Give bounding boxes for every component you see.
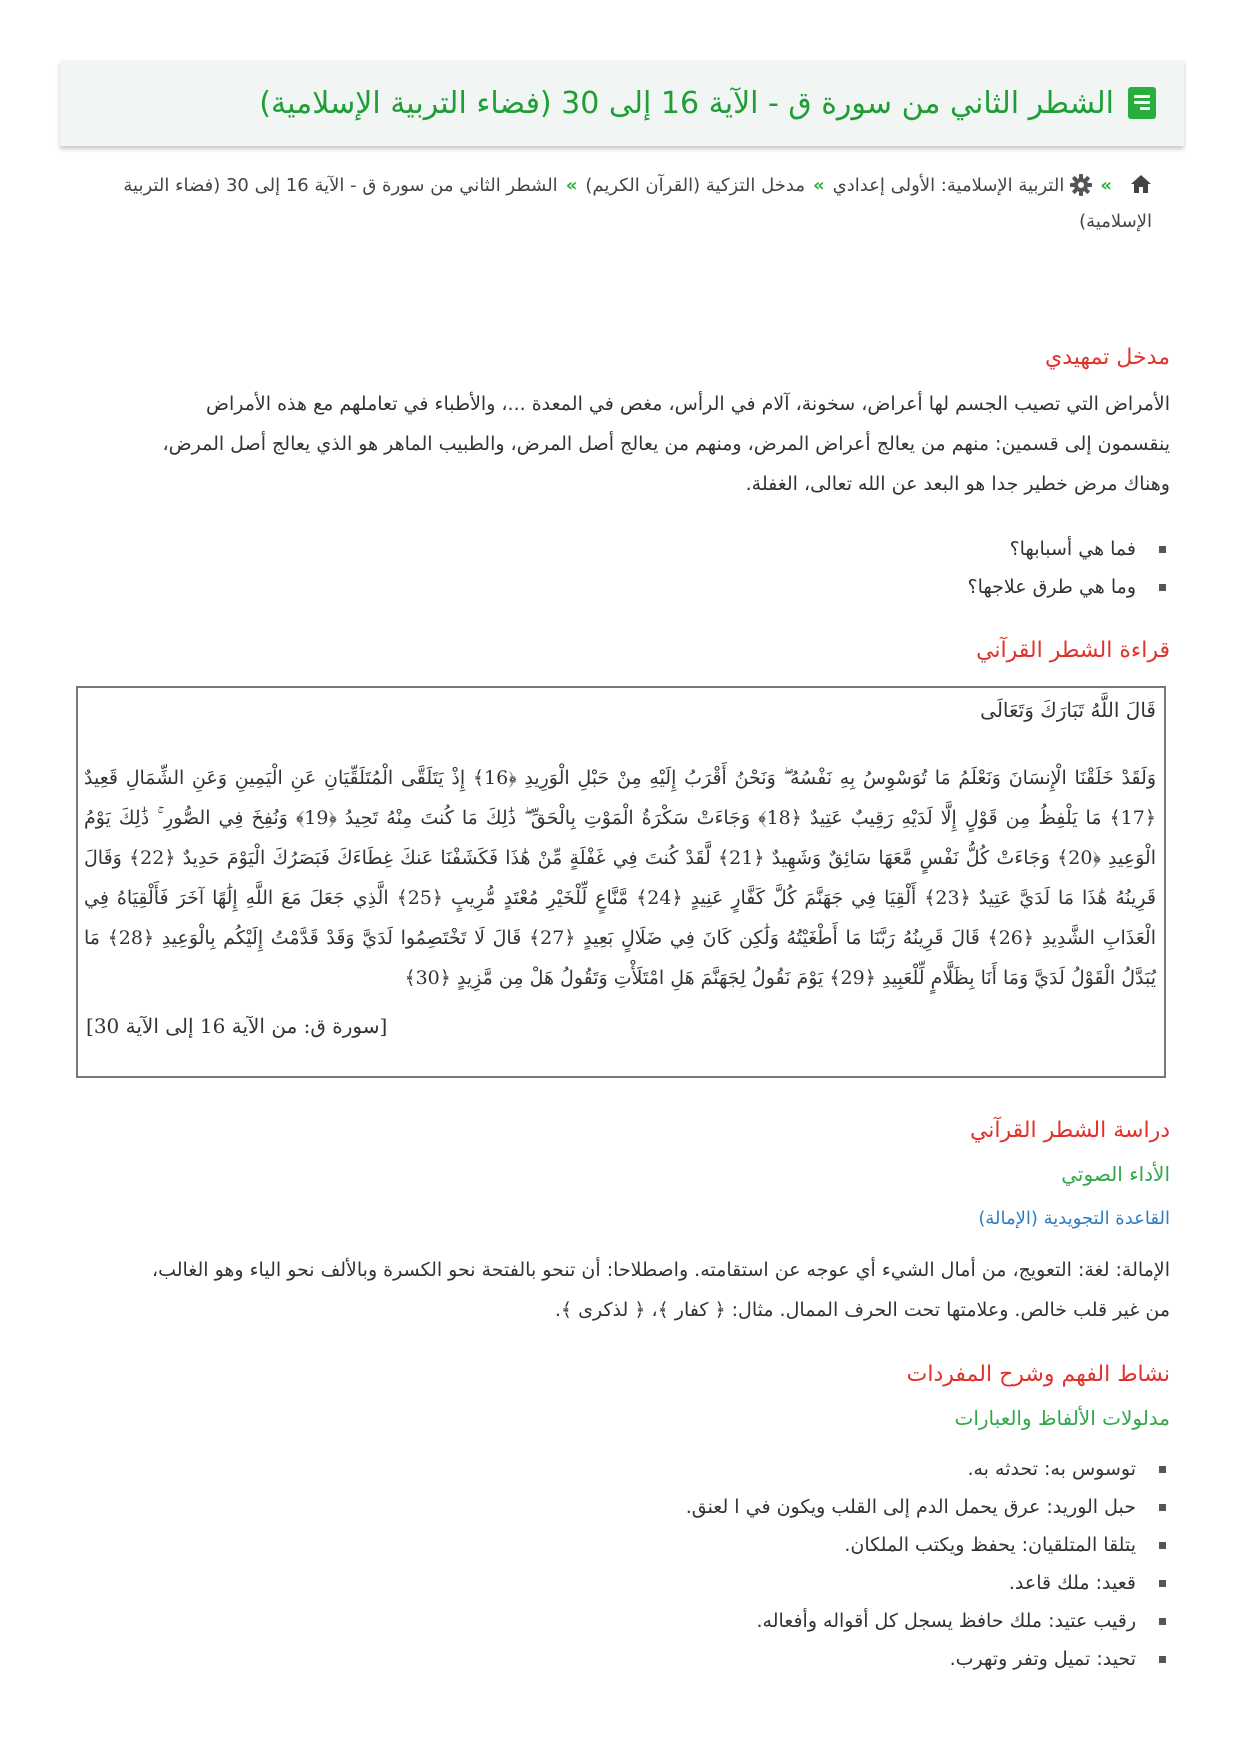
phonetic-subheading: الأداء الصوتي: [1061, 1162, 1170, 1186]
quran-intro: قَالَ اللَّهُ تَبَارَكَ وَتَعَالَى: [980, 698, 1156, 722]
quran-text-box: [76, 686, 1166, 1078]
list-item: [130, 1602, 1170, 1640]
list-item: [130, 530, 1170, 568]
vocab-item-text: تحيد: تميل وتفر وتهرب.: [949, 1648, 1136, 1670]
question-text: وما هي طرق علاجها؟: [967, 576, 1136, 598]
bullet-square-icon: [1159, 1542, 1166, 1549]
breadcrumb-current: الشطر الثاني من سورة ق - الآية 16 إلى 30 (فضاء التربية الإسلامية): [123, 175, 1152, 232]
intro-paragraph: الأمراض التي تصيب الجسم لها أعراض، سخونة، آلام في الرأس، مغص في المعدة ...، والأطباء في تعاملهم مع هذه الأمراض ينقسمون إلى قسمين: منهم من يعالج أعراض المرض، ومنهم من يعالج أصل المرض، والطبيب الماهر هو الذي يعالج أصل المرض، وهناك مرض خطير جدا هو البعد عن الله تعالى، الغفلة.: [162, 393, 1170, 495]
bullet-square-icon: [1159, 1504, 1166, 1511]
vocab-item-text: يتلقا المتلقيان: يحفظ ويكتب الملكان.: [844, 1534, 1136, 1556]
vocab-item-text: رقيب عتيد: ملك حافظ يسجل كل أقواله وأفعاله.: [756, 1610, 1136, 1632]
intro-questions: [130, 530, 1170, 606]
gear-icon: [1070, 173, 1092, 195]
bullet-square-icon: [1159, 1580, 1166, 1587]
document-icon: [1128, 87, 1156, 119]
breadcrumb: [108, 168, 1152, 240]
bullet-square-icon: [1159, 1656, 1166, 1663]
quran-source: [سورة ق: من الآية 16 إلى الآية 30]: [86, 1014, 388, 1038]
intro-heading: مدخل تمهيدي: [1045, 345, 1170, 370]
vocab-list: [130, 1450, 1170, 1678]
list-item: [130, 1640, 1170, 1678]
list-item: [130, 1564, 1170, 1602]
vocab-item-text: حبل الوريد: عرق يحمل الدم إلى القلب ويكون في ا لعنق.: [685, 1496, 1136, 1518]
bullet-square-icon: [1159, 546, 1166, 553]
breadcrumb-separator: »: [565, 175, 578, 196]
breadcrumb-link-islamic-education[interactable]: التربية الإسلامية: الأولى إعدادي: [832, 175, 1065, 196]
tajweed-rule-heading: القاعدة التجويدية (الإمالة): [978, 1208, 1170, 1229]
vocab-item-text: قعيد: ملك قاعد.: [1008, 1572, 1136, 1594]
vocab-item-text: توسوس به: تحدثه به.: [967, 1458, 1136, 1480]
vocab-subheading: مدلولات الألفاظ والعبارات: [954, 1406, 1170, 1430]
breadcrumb-separator: »: [1100, 175, 1112, 196]
list-item: [130, 1450, 1170, 1488]
question-text: فما هي أسبابها؟: [1009, 538, 1136, 560]
vocab-heading: نشاط الفهم وشرح المفردات: [906, 1362, 1170, 1387]
breadcrumb-link-tazkiya[interactable]: مدخل التزكية (القرآن الكريم): [585, 175, 805, 196]
list-item: [130, 1488, 1170, 1526]
title-bar: [60, 60, 1184, 146]
tajweed-rule-text: الإمالة: لغة: التعويج، من أمال الشيء أي عوجه عن استقامته. واصطلاحا: أن تنحو بالفتحة نحو الكسرة وبالألف نحو الياء وهو الغالب، من غير قلب خالص. وعلامتها تحت الحرف الممال. مثال: ﴿ كفار ﴾، ﴿ لذكرى ﴾.: [151, 1259, 1170, 1321]
quran-verses: وَلَقَدْ خَلَقْنَا الْإِنسَانَ وَنَعْلَمُ مَا تُوَسْوِسُ بِهِ نَفْسُهُ ۖ وَنَحْنُ أَقْرَبُ إِلَيْهِ مِنْ حَبْلِ الْوَرِيدِ ﴿16﴾ إِذْ يَتَلَقَّى الْمُتَلَقِّيَانِ عَنِ الْيَمِينِ وَعَنِ الشِّمَالِ قَعِيدٌ ﴿17﴾ مَا يَلْفِظُ مِن قَوْلٍ إِلَّا لَدَيْهِ رَقِيبٌ عَتِيدٌ ﴿18﴾ وَجَاءَتْ سَكْرَةُ الْمَوْتِ بِالْحَقِّ ۖ ذَٰلِكَ مَا كُنتَ مِنْهُ تَحِيدُ ﴿19﴾ وَنُفِخَ فِي الصُّورِ ۚ ذَٰلِكَ يَوْمُ الْوَعِيدِ ﴿20﴾ وَجَاءَتْ كُلُّ نَفْسٍ مَّعَهَا سَائِقٌ وَشَهِيدٌ ﴿21﴾ لَّقَدْ كُنتَ فِي غَفْلَةٍ مِّنْ هَٰذَا فَكَشَفْنَا عَنكَ غِطَاءَكَ فَبَصَرُكَ الْيَوْمَ حَدِيدٌ ﴿22﴾ وَقَالَ قَرِينُهُ هَٰذَا مَا لَدَيَّ عَتِيدٌ ﴿23﴾ أَلْقِيَا فِي جَهَنَّمَ كُلَّ كَفَّارٍ عَنِيدٍ ﴿24﴾ مَّنَّاعٍ لِّلْخَيْرِ مُعْتَدٍ مُّرِيبٍ ﴿25﴾ الَّذِي جَعَلَ مَعَ اللَّهِ إِلَٰهًا آخَرَ فَأَلْقِيَاهُ فِي الْعَذَابِ الشَّدِيدِ ﴿26﴾ قَالَ قَرِينُهُ رَبَّنَا مَا أَطْغَيْتُهُ وَلَٰكِن كَانَ فِي ضَلَالٍ بَعِيدٍ ﴿27﴾ قَالَ لَا تَخْتَصِمُوا لَدَيَّ وَقَدْ قَدَّمْتُ إِلَيْكُم بِالْوَعِيدِ ﴿28﴾ مَا يُبَدَّلُ الْقَوْلُ لَدَيَّ وَمَا أَنَا بِظَلَّامٍ لِّلْعَبِيدِ ﴿29﴾ يَوْمَ نَقُولُ لِجَهَنَّمَ هَلِ امْتَلَأْتِ وَتَقُولُ هَلْ مِن مَّزِيدٍ ﴿30﴾: [84, 767, 1157, 989]
home-icon[interactable]: [1130, 171, 1152, 191]
study-heading: دراسة الشطر القرآني: [969, 1118, 1170, 1143]
bullet-square-icon: [1159, 1618, 1166, 1625]
reading-heading: قراءة الشطر القرآني: [976, 638, 1170, 663]
breadcrumb-separator: »: [812, 175, 825, 196]
bullet-square-icon: [1159, 584, 1166, 591]
list-item: [130, 568, 1170, 606]
page-title: الشطر الثاني من سورة ق - الآية 16 إلى 30 (فضاء التربية الإسلامية): [259, 85, 1114, 121]
bullet-square-icon: [1159, 1466, 1166, 1473]
list-item: [130, 1526, 1170, 1564]
